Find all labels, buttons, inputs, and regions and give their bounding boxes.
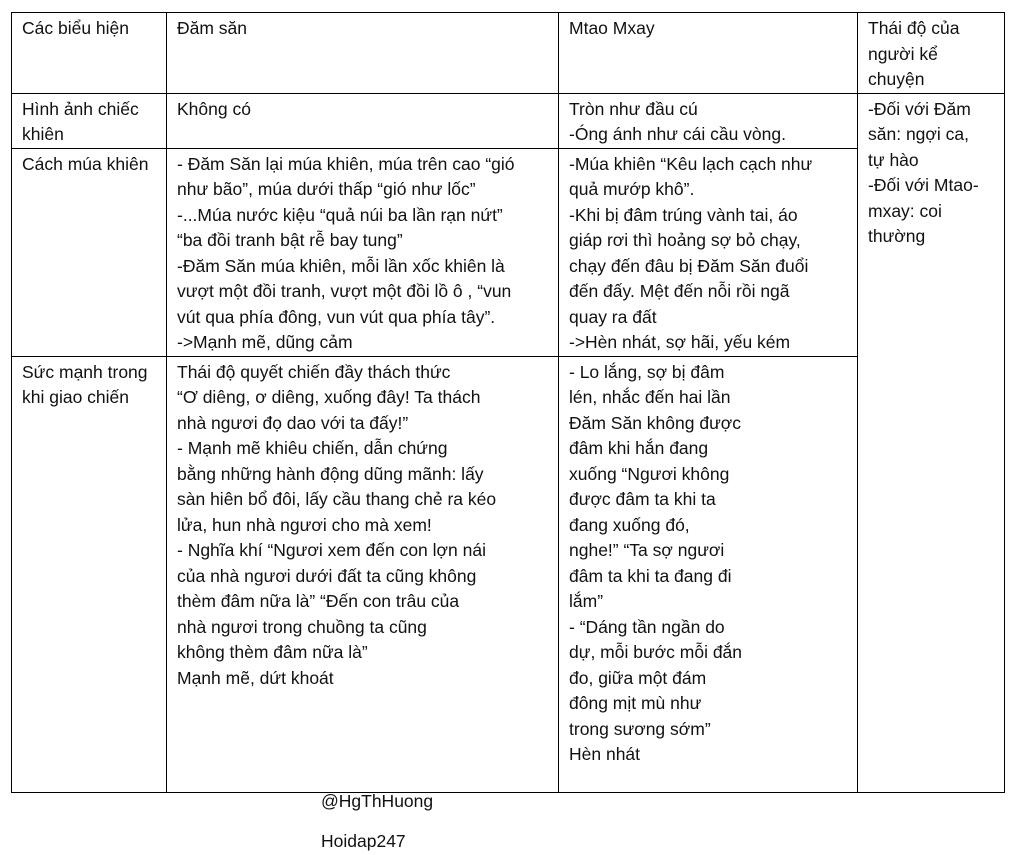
table-row <box>12 148 1005 356</box>
table-row <box>12 93 1005 148</box>
header-mtao-mxay: Mtao Mxay <box>559 13 858 94</box>
footer-author: @HgThHuong <box>321 791 434 811</box>
cell-dam-san-khien: Không có <box>167 93 559 148</box>
header-thai-do: Thái độ của người kể chuyện <box>858 13 1005 94</box>
table-row <box>12 356 1005 792</box>
row-label-suc-manh: Sức mạnh trong khi giao chiến <box>12 356 167 792</box>
row-label-khien: Hình ảnh chiếc khiên <box>12 93 167 148</box>
header-row <box>12 13 1005 94</box>
cell-mtao-mxay-mua-khien: -Múa khiên “Kêu lạch cạch như quả mướp khô”. -Khi bị đâm trúng vành tai, áo giáp rơi thì hoảng sợ bỏ chạy, chạy đến đâu bị Đăm Săn đuổi đến đấy. Mệt đến nỗi rồi ngã quay ra đất ->Hèn nhát, sợ hãi, yếu kém <box>559 148 858 356</box>
cell-dam-san-suc-manh: Thái độ quyết chiến đầy thách thức “Ơ diêng, ơ diêng, xuống đây! Ta thách nhà ngươi đọ dao với ta đấy!” - Mạnh mẽ khiêu chiến, dẫn chứng bằng những hành động dũng mãnh: lấy sàn hiên bổ đôi, lấy cầu thang chẻ ra kéo lửa, hun nhà ngươi cho mà xem! - Nghĩa khí “Ngươi xem đến con lợn nái của nhà ngươi dưới đất ta cũng không thèm đâm nữa là” “Đến con trâu của nhà ngươi trong chuồng ta cũng không thèm đâm nữa là” Mạnh mẽ, dứt khoát <box>167 356 559 792</box>
cell-dam-san-mua-khien: - Đăm Săn lại múa khiên, múa trên cao “gió như bão”, múa dưới thấp “gió như lốc” -...Múa nước kiệu “quả núi ba lần rạn nứt” “ba đồi tranh bật rễ bay tung” -Đăm Săn múa khiên, mỗi lần xốc khiên là vượt một đồi tranh, vượt một đồi lồ ô , “vun vút qua phía đông, vun vút qua phía tây”. ->Mạnh mẽ, dũng cảm <box>167 148 559 356</box>
row-label-mua-khien: Cách múa khiên <box>12 148 167 356</box>
cell-mtao-mxay-khien: Tròn như đầu cú -Óng ánh như cái cầu vòng. <box>559 93 858 148</box>
cell-narrator-empty <box>858 356 1005 792</box>
header-dam-san: Đăm săn <box>167 13 559 94</box>
footer-site: Hoidap247 <box>321 831 406 851</box>
comparison-table <box>11 12 1005 793</box>
header-bieu-hien: Các biểu hiện <box>12 13 167 94</box>
cell-narrator-attitude: -Đối với Đăm săn: ngợi ca, tự hào -Đối với Mtao- mxay: coi thường <box>858 93 1005 356</box>
cell-mtao-mxay-suc-manh: - Lo lắng, sợ bị đâm lén, nhắc đến hai lần Đăm Săn không được đâm khi hắn đang xuống “Ngươi không được đâm ta khi ta đang xuống đó, nghe!” “Ta sợ ngươi đâm ta khi ta đang đi lắm” - “Dáng tần ngần do dự, mỗi bước mỗi đắn đo, giữa một đám đông mịt mù như trong sương sớm” Hèn nhát <box>559 356 858 792</box>
